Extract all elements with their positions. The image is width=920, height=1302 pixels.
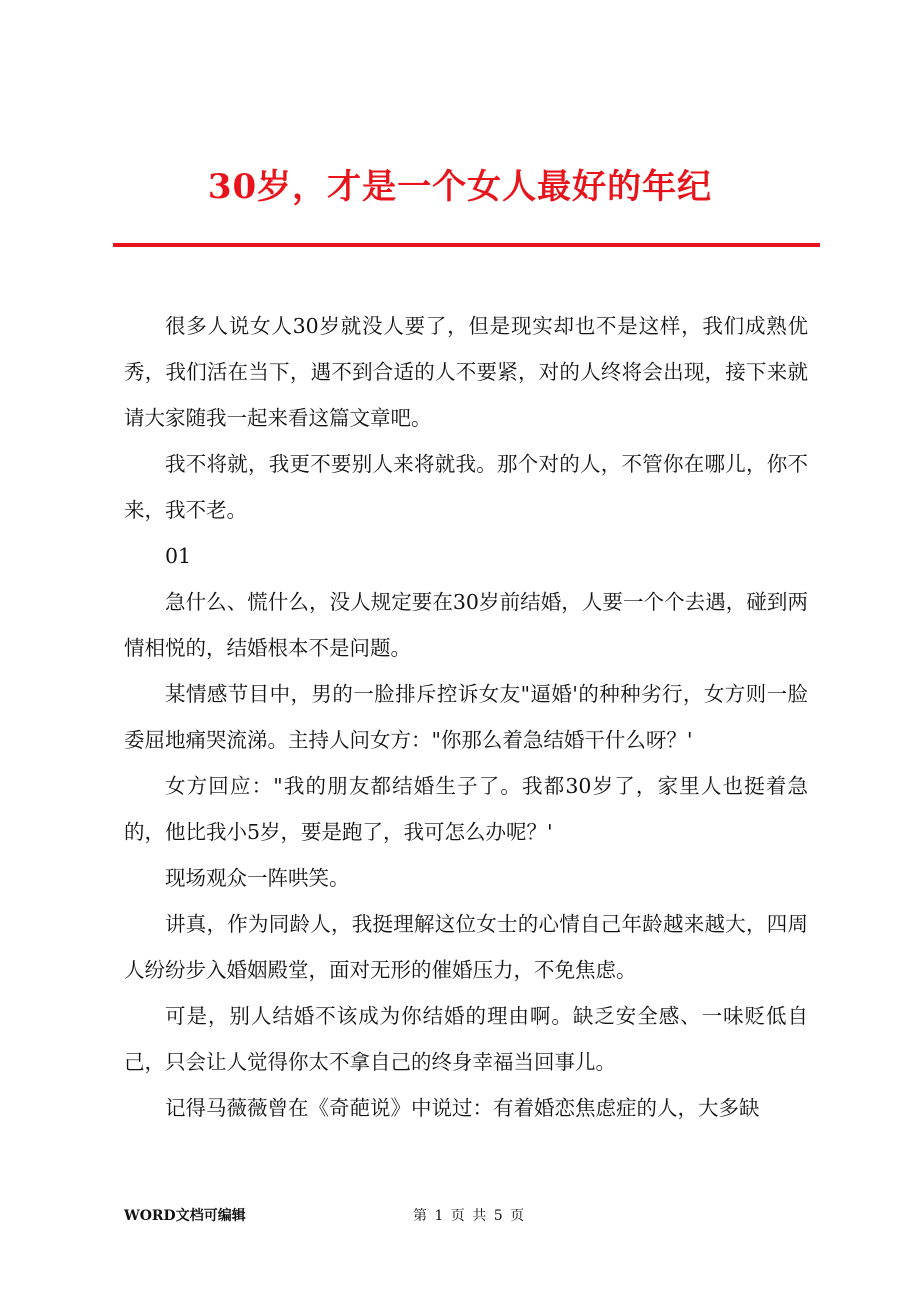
page-number: 第 1 页 共 5 页 — [413, 1208, 525, 1224]
document-title: 30岁，才是一个女人最好的年纪 — [207, 167, 713, 207]
paragraph: 女方回应："我的朋友都结婚生子了。我都30岁了，家里人也挺着急的，他比我小5岁，要是跑了，我可怎么办呢？' — [124, 774, 808, 844]
paragraph: 可是，别人结婚不该成为你结婚的理由啊。缺乏安全感、一味贬低自己，只会让人觉得你太不拿自己的终身幸福当回事儿。 — [124, 1004, 808, 1074]
document-body — [124, 303, 808, 1131]
paragraph: 某情感节目中，男的一脸排斥控诉女友"逼婚'的种种劣行，女方则一脸委屈地痛哭流涕。主持人问女方："你那么着急结婚干什么呀？' — [124, 682, 808, 752]
paragraph: 记得马薇薇曾在《奇葩说》中说过：有着婚恋焦虑症的人，大多缺 — [165, 1096, 760, 1120]
footer-label: WORD文档可编辑 — [124, 1208, 246, 1224]
title-divider — [113, 243, 820, 247]
paragraph: 急什么、慌什么，没人规定要在30岁前结婚，人要一个个去遇，碰到两情相悦的，结婚根本不是问题。 — [124, 590, 808, 660]
paragraph: 很多人说女人30岁就没人要了，但是现实却也不是这样，我们成熟优秀，我们活在当下，遇不到合适的人不要紧，对的人终将会出现，接下来就请大家随我一起来看这篇文章吧。 — [124, 314, 808, 430]
section-number: 01 — [165, 544, 192, 568]
paragraph: 现场观众一阵哄笑。 — [165, 866, 350, 890]
paragraph: 讲真，作为同龄人，我挺理解这位女士的心情自己年龄越来越大，四周人纷纷步入婚姻殿堂，面对无形的催婚压力，不免焦虑。 — [124, 912, 808, 982]
paragraph: 我不将就，我更不要别人来将就我。那个对的人，不管你在哪儿，你不来，我不老。 — [124, 452, 808, 522]
